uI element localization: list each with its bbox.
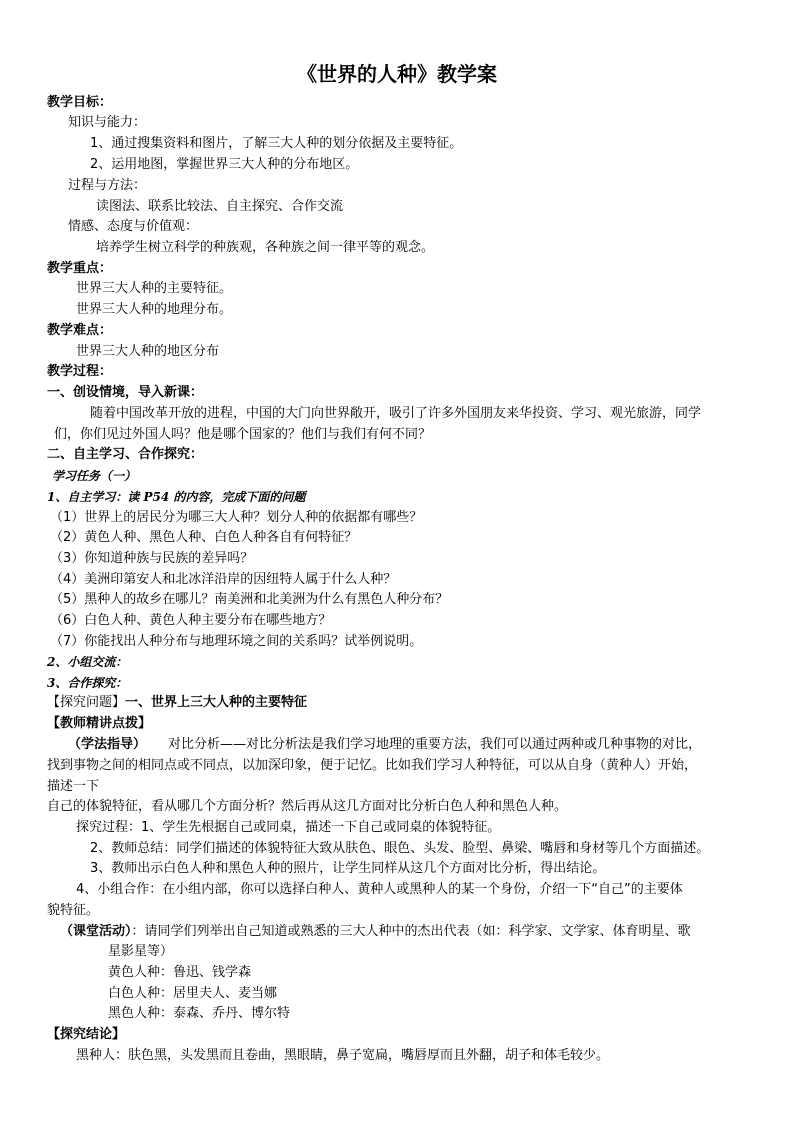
inquiry-problem: [47, 695, 307, 711]
method-line-1: [68, 737, 701, 753]
inquiry-step-4-line-1: 4、小组合作：在小组内部，你可以选择白种人、黄种人或黑种人的某一个身份，介绍一下“自己”的主要体: [76, 882, 683, 897]
process-method-heading: 过程与方法：: [68, 178, 147, 193]
attitude-text: 培养学生树立科学的种族观，各种族之间一律平等的观念。: [96, 240, 435, 255]
activity-label: （课堂活动）: [60, 924, 132, 939]
group-talk-heading: 2、小组交流：: [47, 655, 128, 669]
self-study-instruction: 1、自主学习：读 P54 的内容，完成下面的问题: [47, 490, 306, 504]
page-title: 《世界的人种》教学案: [297, 62, 497, 86]
inquiry-step-3: 3、教师出示白色人种和黑色人种的照片，让学生同样从这几个方面对比分析，得出结论。: [90, 861, 606, 876]
yellow-race-examples: 黄色人种：鲁迅、钱学森: [108, 965, 252, 980]
section-2-heading: 二、自主学习、合作探究：: [47, 447, 204, 462]
goals-heading: 教学目标：: [47, 95, 113, 110]
inquiry-step-4-line-2: 貌特征。: [47, 903, 100, 918]
method-line-2: 找到事物之间的相同点或不同点，以加深印象，便于记忆。比如我们学习人种特征，可以从自身（黄种人）开始，: [47, 758, 698, 773]
process-method-text: 读图法、联系比较法、自主探究、合作交流: [96, 199, 344, 214]
method-label: （学法指导）: [68, 737, 147, 752]
knowledge-item-2: 2、运用地图，掌握世界三大人种的分布地区。: [90, 157, 359, 172]
question-4: （4）美洲印第安人和北冰洋沿岸的因纽特人属于什么人种？: [50, 572, 397, 587]
key-points-heading: 教学重点：: [47, 261, 113, 276]
black-race-examples: 黑色人种：泰森、乔丹、博尔特: [108, 1006, 291, 1021]
inquiry-problem-bracket: 【探究问题】: [47, 695, 126, 710]
section-1-line-2: 们，你们见过外国人吗？他是哪个国家的？他们与我们有何不同？: [54, 427, 432, 442]
difficulty-heading: 教学难点：: [47, 323, 113, 338]
section-1-line-1: 随着中国改革开放的进程，中国的大门向世界敞开，吸引了许多外国朋友来华投资、学习、观光旅游，同学: [90, 406, 702, 421]
white-race-examples: 白色人种：居里夫人、麦当娜: [108, 986, 278, 1001]
attitude-heading: 情感、态度与价值观：: [68, 219, 199, 234]
knowledge-item-1: 1、通过搜集资料和图片，了解三大人种的划分依据及主要特征。: [90, 136, 463, 151]
conclusion-heading: 【探究结论】: [47, 1027, 126, 1042]
question-5: （5）黑种人的故乡在哪儿？南美洲和北美洲为什么有黑色人种分布？: [50, 592, 449, 607]
question-2: （2）黄色人种、黑色人种、白色人种各自有何特征？: [50, 530, 358, 545]
method-line-3: 描述一下: [47, 779, 100, 794]
inquiry-step-2: 2、教师总结：同学们描述的体貌特征大致从肤色、眼色、头发、脸型、鼻梁、嘴唇和身材等几个方面描述。: [90, 841, 710, 856]
inquiry-problem-title: 一、世界上三大人种的主要特征: [125, 695, 308, 710]
knowledge-heading: 知识与能力：: [68, 115, 147, 130]
difficulty-point-1: 世界三大人种的地区分布: [76, 344, 220, 359]
method-line-4: 自己的体貌特征，看从哪几个方面分析？然后再从这几方面对比分析白色人种和黑色人种。: [47, 799, 568, 814]
question-7: （7）你能找出人种分布与地理环境之间的关系吗？试举例说明。: [50, 634, 423, 649]
question-3: （3）你知道种族与民族的差异吗？: [50, 551, 254, 566]
activity-line-1: [60, 924, 691, 940]
question-1: （1）世界上的居民分为哪三大人种？划分人种的依据都有哪些？: [50, 510, 423, 525]
inquiry-step-1: 探究过程：1、学生先根据自己或同桌，描述一下自己或同桌的体貌特征。: [76, 820, 501, 835]
coop-heading: 3、合作探究：: [47, 676, 128, 690]
process-heading: 教学过程：: [47, 364, 113, 379]
section-1-heading: 一、创设情境，导入新课：: [47, 385, 204, 400]
key-point-2: 世界三大人种的地理分布。: [76, 302, 233, 317]
method-text-1: 对比分析——对比分析法是我们学习地理的重要方法，我们可以通过两种或几种事物的对比，: [168, 737, 702, 752]
key-point-1: 世界三大人种的主要特征。: [76, 281, 233, 296]
task-heading: 学习任务（一）: [52, 469, 137, 483]
activity-text-1: ：请同学们列举出自己知道或熟悉的三大人种中的杰出代表（如：科学家、文学家、体育明星、歌: [131, 924, 691, 939]
conclusion-black: 黑种人：肤色黑，头发黑而且卷曲，黑眼睛，鼻子宽扁，嘴唇厚而且外翻，胡子和体毛较少。: [76, 1048, 610, 1063]
question-6: （6）白色人种、黄色人种主要分布在哪些地方？: [50, 613, 332, 628]
activity-line-2: 星影星等）: [108, 944, 174, 959]
teacher-tips-heading: 【教师精讲点拨】: [47, 716, 152, 731]
